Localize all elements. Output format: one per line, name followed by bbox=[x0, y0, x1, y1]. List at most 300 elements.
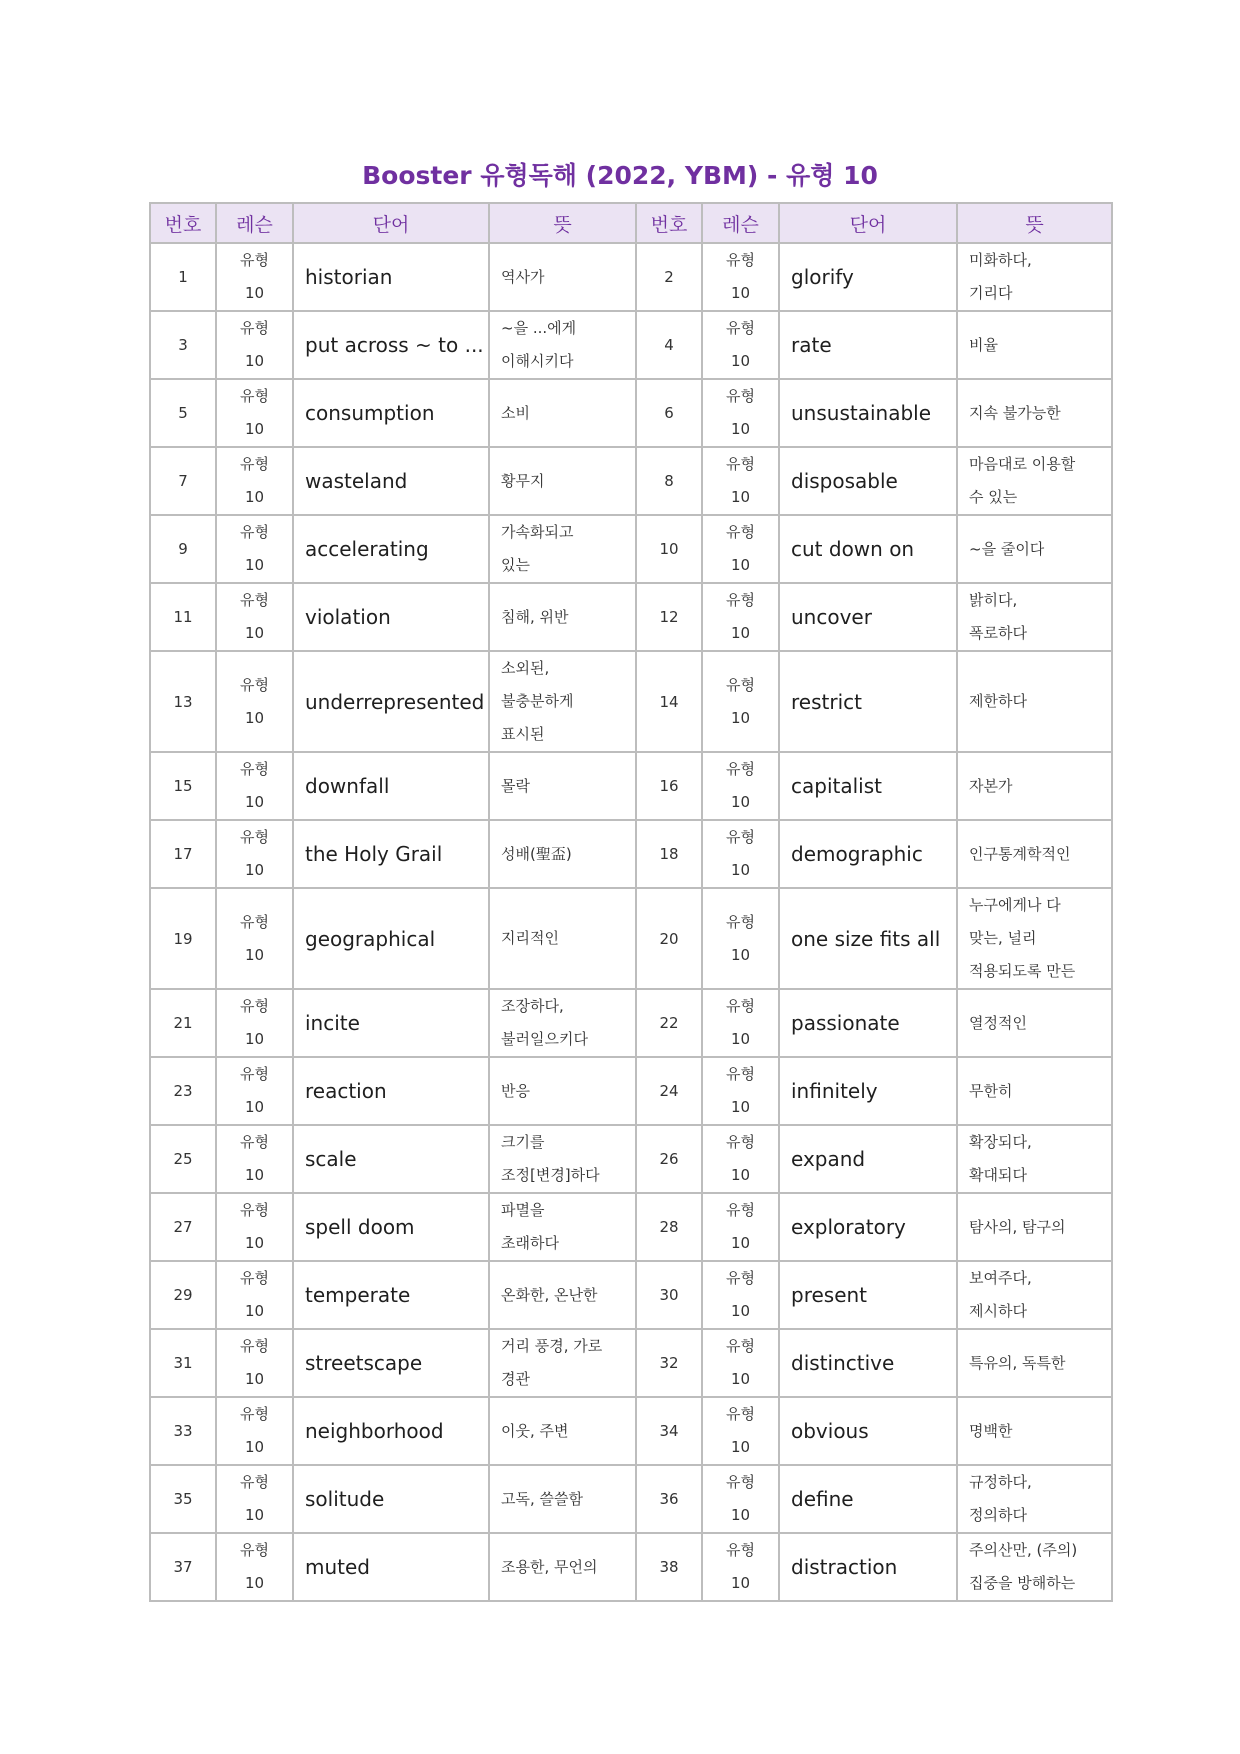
vocab-word: incite bbox=[293, 989, 489, 1057]
lesson-label-line: 10 bbox=[244, 1370, 265, 1388]
meaning-line: 폭로하다 bbox=[969, 624, 1027, 642]
lesson-cell bbox=[216, 989, 293, 1057]
vocab-word: glorify bbox=[779, 243, 957, 311]
entry-number: 15 bbox=[150, 752, 216, 820]
lesson-cell bbox=[702, 243, 779, 311]
lesson-cell bbox=[702, 583, 779, 651]
lesson-cell bbox=[702, 888, 779, 989]
entry-number: 30 bbox=[636, 1261, 702, 1329]
lesson-cell bbox=[702, 1329, 779, 1397]
meaning-line: ~을 ...에게 bbox=[501, 319, 577, 337]
meaning-line: 크기를 bbox=[501, 1133, 545, 1151]
lesson-label-line: 유형 bbox=[726, 828, 755, 846]
vocab-meaning bbox=[957, 1397, 1112, 1465]
table-row bbox=[150, 651, 1112, 752]
vocab-meaning bbox=[957, 583, 1112, 651]
table-body bbox=[150, 243, 1112, 1601]
entry-number: 18 bbox=[636, 820, 702, 888]
vocab-meaning bbox=[489, 583, 636, 651]
lesson-cell bbox=[216, 1057, 293, 1125]
vocab-meaning bbox=[957, 651, 1112, 752]
meaning-line: 역사가 bbox=[501, 267, 545, 286]
vocab-meaning bbox=[957, 1125, 1112, 1193]
entry-number: 7 bbox=[150, 447, 216, 515]
meaning-line: 불충분하게 bbox=[501, 692, 574, 710]
header-meaning: 뜻 bbox=[957, 203, 1112, 243]
vocab-meaning bbox=[957, 888, 1112, 989]
entry-number: 22 bbox=[636, 989, 702, 1057]
lesson-label-line: 10 bbox=[244, 793, 265, 811]
lesson-label-line: 10 bbox=[730, 1506, 751, 1524]
vocab-word: obvious bbox=[779, 1397, 957, 1465]
meaning-line: 특유의, 독특한 bbox=[969, 1353, 1066, 1372]
meaning-line: 주의산만, (주의) bbox=[969, 1541, 1078, 1559]
vocab-meaning bbox=[957, 379, 1112, 447]
lesson-label-line: 유형 bbox=[240, 997, 269, 1015]
vocab-word: one size fits all bbox=[779, 888, 957, 989]
meaning-line: 인구통계학적인 bbox=[969, 844, 1071, 863]
vocab-word: underrepresented bbox=[293, 651, 489, 752]
table-row bbox=[150, 1329, 1112, 1397]
lesson-label-line: 유형 bbox=[240, 1337, 269, 1355]
meaning-line: 집중을 방해하는 bbox=[969, 1574, 1076, 1592]
lesson-cell bbox=[216, 583, 293, 651]
entry-number: 33 bbox=[150, 1397, 216, 1465]
meaning-line: 적용되도록 만든 bbox=[969, 962, 1076, 980]
table-row bbox=[150, 311, 1112, 379]
lesson-label-line: 10 bbox=[730, 861, 751, 879]
lesson-label-line: 10 bbox=[244, 1166, 265, 1184]
lesson-cell bbox=[216, 515, 293, 583]
vocab-word: accelerating bbox=[293, 515, 489, 583]
lesson-label-line: 유형 bbox=[240, 1541, 269, 1559]
entry-number: 6 bbox=[636, 379, 702, 447]
header-word: 단어 bbox=[293, 203, 489, 243]
lesson-label-line: 10 bbox=[730, 624, 751, 642]
vocab-word: rate bbox=[779, 311, 957, 379]
lesson-cell bbox=[702, 1193, 779, 1261]
lesson-label-line: 10 bbox=[730, 1234, 751, 1252]
meaning-line: 미화하다, bbox=[969, 251, 1032, 269]
meaning-line: 표시된 bbox=[501, 725, 545, 743]
vocab-word: passionate bbox=[779, 989, 957, 1057]
meaning-line: 비율 bbox=[969, 335, 998, 354]
entry-number: 2 bbox=[636, 243, 702, 311]
lesson-cell bbox=[216, 1125, 293, 1193]
lesson-label-line: 10 bbox=[244, 488, 265, 506]
vocab-word: neighborhood bbox=[293, 1397, 489, 1465]
lesson-label-line: 10 bbox=[244, 352, 265, 370]
lesson-cell bbox=[216, 888, 293, 989]
vocab-meaning bbox=[489, 243, 636, 311]
lesson-label-line: 10 bbox=[730, 488, 751, 506]
entry-number: 20 bbox=[636, 888, 702, 989]
entry-number: 5 bbox=[150, 379, 216, 447]
meaning-line: 확장되다, bbox=[969, 1133, 1032, 1151]
lesson-label-line: 유형 bbox=[240, 675, 269, 694]
meaning-line: 조장하다, bbox=[501, 997, 564, 1015]
lesson-label-line: 10 bbox=[244, 1030, 265, 1048]
vocab-word: downfall bbox=[293, 752, 489, 820]
lesson-label-line: 10 bbox=[244, 945, 265, 964]
lesson-label-line: 유형 bbox=[726, 760, 755, 778]
meaning-line: 거리 풍경, 가로 bbox=[501, 1337, 603, 1355]
lesson-cell bbox=[216, 311, 293, 379]
lesson-cell bbox=[216, 1533, 293, 1601]
vocab-word: solitude bbox=[293, 1465, 489, 1533]
meaning-line: 이해시키다 bbox=[501, 352, 574, 370]
lesson-cell bbox=[702, 1465, 779, 1533]
lesson-label-line: 10 bbox=[244, 1098, 265, 1116]
lesson-label-line: 10 bbox=[244, 1234, 265, 1252]
meaning-line: 자본가 bbox=[969, 776, 1013, 795]
lesson-label-line: 10 bbox=[244, 708, 265, 727]
entry-number: 9 bbox=[150, 515, 216, 583]
lesson-cell bbox=[702, 311, 779, 379]
vocab-word: streetscape bbox=[293, 1329, 489, 1397]
entry-number: 27 bbox=[150, 1193, 216, 1261]
lesson-label-line: 10 bbox=[730, 1166, 751, 1184]
header-meaning: 뜻 bbox=[489, 203, 636, 243]
table-row bbox=[150, 1397, 1112, 1465]
entry-number: 31 bbox=[150, 1329, 216, 1397]
lesson-label-line: 유형 bbox=[726, 455, 755, 473]
vocab-word: restrict bbox=[779, 651, 957, 752]
lesson-cell bbox=[216, 752, 293, 820]
lesson-cell bbox=[702, 820, 779, 888]
lesson-cell bbox=[702, 1261, 779, 1329]
entry-number: 19 bbox=[150, 888, 216, 989]
lesson-label-line: 10 bbox=[244, 1438, 265, 1456]
lesson-label-line: 유형 bbox=[240, 251, 269, 269]
vocab-meaning bbox=[957, 1465, 1112, 1533]
lesson-label-line: 유형 bbox=[240, 1269, 269, 1287]
table-row bbox=[150, 1193, 1112, 1261]
vocab-meaning bbox=[489, 752, 636, 820]
vocab-word: uncover bbox=[779, 583, 957, 651]
header-word: 단어 bbox=[779, 203, 957, 243]
meaning-line: 온화한, 온난한 bbox=[501, 1285, 598, 1304]
entry-number: 32 bbox=[636, 1329, 702, 1397]
lesson-label-line: 10 bbox=[244, 624, 265, 642]
lesson-cell bbox=[702, 1057, 779, 1125]
vocab-meaning bbox=[957, 243, 1112, 311]
vocab-meaning bbox=[957, 1057, 1112, 1125]
vocab-meaning bbox=[957, 1193, 1112, 1261]
entry-number: 1 bbox=[150, 243, 216, 311]
lesson-label-line: 유형 bbox=[726, 523, 755, 541]
meaning-line: 침해, 위반 bbox=[501, 607, 569, 626]
meaning-line: 탐사의, 탐구의 bbox=[969, 1217, 1066, 1236]
lesson-label-line: 유형 bbox=[240, 319, 269, 337]
vocab-meaning bbox=[489, 447, 636, 515]
vocab-meaning bbox=[957, 1261, 1112, 1329]
lesson-label-line: 10 bbox=[244, 1302, 265, 1320]
lesson-label-line: 10 bbox=[244, 420, 265, 438]
vocab-word: reaction bbox=[293, 1057, 489, 1125]
vocab-word: disposable bbox=[779, 447, 957, 515]
lesson-label-line: 유형 bbox=[240, 591, 269, 609]
meaning-line: 정의하다 bbox=[969, 1506, 1027, 1524]
lesson-label-line: 유형 bbox=[240, 387, 269, 405]
lesson-label-line: 유형 bbox=[240, 912, 269, 931]
lesson-label-line: 10 bbox=[244, 556, 265, 574]
lesson-label-line: 유형 bbox=[726, 319, 755, 337]
meaning-line: 기리다 bbox=[969, 284, 1013, 302]
lesson-label-line: 10 bbox=[730, 1302, 751, 1320]
meaning-line: 규정하다, bbox=[969, 1473, 1032, 1491]
lesson-label-line: 10 bbox=[730, 420, 751, 438]
lesson-cell bbox=[216, 243, 293, 311]
vocab-word: historian bbox=[293, 243, 489, 311]
vocab-meaning bbox=[489, 1261, 636, 1329]
lesson-label-line: 10 bbox=[730, 945, 751, 964]
entry-number: 29 bbox=[150, 1261, 216, 1329]
entry-number: 34 bbox=[636, 1397, 702, 1465]
entry-number: 38 bbox=[636, 1533, 702, 1601]
entry-number: 26 bbox=[636, 1125, 702, 1193]
entry-number: 35 bbox=[150, 1465, 216, 1533]
lesson-label-line: 유형 bbox=[240, 1133, 269, 1151]
vocabulary-table bbox=[149, 202, 1113, 1602]
table-row bbox=[150, 583, 1112, 651]
entry-number: 28 bbox=[636, 1193, 702, 1261]
vocab-word: violation bbox=[293, 583, 489, 651]
lesson-label-line: 유형 bbox=[726, 675, 755, 694]
vocab-meaning bbox=[489, 820, 636, 888]
meaning-line: 초래하다 bbox=[501, 1234, 559, 1252]
lesson-cell bbox=[702, 1125, 779, 1193]
header-num: 번호 bbox=[636, 203, 702, 243]
vocab-word: demographic bbox=[779, 820, 957, 888]
meaning-line: 소외된, bbox=[501, 659, 550, 677]
meaning-line: 맞는, 널리 bbox=[969, 929, 1037, 947]
vocab-word: put across ~ to ... bbox=[293, 311, 489, 379]
lesson-cell bbox=[216, 1193, 293, 1261]
lesson-label-line: 유형 bbox=[240, 1473, 269, 1491]
lesson-label-line: 유형 bbox=[726, 1133, 755, 1151]
vocab-meaning bbox=[957, 752, 1112, 820]
vocab-word: capitalist bbox=[779, 752, 957, 820]
header-lesson: 레슨 bbox=[216, 203, 293, 243]
vocab-meaning bbox=[957, 447, 1112, 515]
lesson-cell bbox=[216, 651, 293, 752]
meaning-line: 몰락 bbox=[501, 776, 530, 795]
vocab-word: define bbox=[779, 1465, 957, 1533]
vocab-word: exploratory bbox=[779, 1193, 957, 1261]
vocab-meaning bbox=[489, 515, 636, 583]
entry-number: 13 bbox=[150, 651, 216, 752]
lesson-label-line: 유형 bbox=[240, 1405, 269, 1423]
vocab-meaning bbox=[489, 1125, 636, 1193]
vocab-word: scale bbox=[293, 1125, 489, 1193]
vocab-meaning bbox=[489, 1193, 636, 1261]
meaning-line: 지리적인 bbox=[501, 929, 559, 947]
lesson-label-line: 10 bbox=[730, 1574, 751, 1592]
lesson-label-line: 유형 bbox=[726, 591, 755, 609]
lesson-label-line: 유형 bbox=[726, 387, 755, 405]
lesson-label-line: 유형 bbox=[240, 455, 269, 473]
table-header-row bbox=[150, 203, 1112, 243]
meaning-line: 성배(聖盃) bbox=[501, 844, 572, 863]
entry-number: 12 bbox=[636, 583, 702, 651]
header-lesson: 레슨 bbox=[702, 203, 779, 243]
vocab-word: geographical bbox=[293, 888, 489, 989]
meaning-line: ~을 줄이다 bbox=[969, 539, 1045, 558]
vocab-word: wasteland bbox=[293, 447, 489, 515]
meaning-line: 밝히다, bbox=[969, 591, 1018, 609]
lesson-label-line: 유형 bbox=[240, 1065, 269, 1083]
lesson-label-line: 유형 bbox=[726, 1065, 755, 1083]
vocab-meaning bbox=[489, 888, 636, 989]
meaning-line: 명백한 bbox=[969, 1421, 1013, 1440]
vocab-word: temperate bbox=[293, 1261, 489, 1329]
lesson-cell bbox=[702, 447, 779, 515]
vocab-word: expand bbox=[779, 1125, 957, 1193]
entry-number: 36 bbox=[636, 1465, 702, 1533]
table-row bbox=[150, 989, 1112, 1057]
meaning-line: 경관 bbox=[501, 1370, 530, 1388]
meaning-line: 지속 불가능한 bbox=[969, 403, 1061, 422]
entry-number: 25 bbox=[150, 1125, 216, 1193]
vocab-meaning bbox=[489, 989, 636, 1057]
lesson-label-line: 10 bbox=[730, 793, 751, 811]
meaning-line: 보여주다, bbox=[969, 1269, 1032, 1287]
lesson-cell bbox=[216, 1397, 293, 1465]
lesson-label-line: 유형 bbox=[240, 760, 269, 778]
lesson-label-line: 10 bbox=[244, 1574, 265, 1592]
lesson-cell bbox=[216, 820, 293, 888]
meaning-line: 수 있는 bbox=[969, 488, 1018, 506]
lesson-cell bbox=[216, 447, 293, 515]
table-row bbox=[150, 1533, 1112, 1601]
vocab-meaning bbox=[957, 989, 1112, 1057]
table-row bbox=[150, 447, 1112, 515]
meaning-line: 제시하다 bbox=[969, 1302, 1027, 1320]
entry-number: 10 bbox=[636, 515, 702, 583]
table-row bbox=[150, 1261, 1112, 1329]
lesson-label-line: 10 bbox=[730, 1370, 751, 1388]
vocab-meaning bbox=[957, 311, 1112, 379]
lesson-label-line: 10 bbox=[730, 1098, 751, 1116]
lesson-label-line: 10 bbox=[730, 284, 751, 302]
lesson-cell bbox=[702, 379, 779, 447]
vocab-meaning bbox=[489, 379, 636, 447]
vocab-meaning bbox=[489, 1329, 636, 1397]
lesson-label-line: 10 bbox=[244, 284, 265, 302]
meaning-line: 있는 bbox=[501, 556, 530, 574]
vocab-meaning bbox=[489, 1397, 636, 1465]
lesson-label-line: 10 bbox=[730, 352, 751, 370]
lesson-cell bbox=[216, 1261, 293, 1329]
vocab-meaning bbox=[489, 1533, 636, 1601]
meaning-line: 소비 bbox=[501, 403, 530, 422]
table-row bbox=[150, 515, 1112, 583]
entry-number: 37 bbox=[150, 1533, 216, 1601]
meaning-line: 황무지 bbox=[501, 471, 545, 490]
lesson-cell bbox=[702, 515, 779, 583]
vocab-meaning bbox=[957, 820, 1112, 888]
meaning-line: 열정적인 bbox=[969, 1013, 1027, 1032]
meaning-line: 제한하다 bbox=[969, 692, 1027, 710]
table-row bbox=[150, 243, 1112, 311]
lesson-label-line: 10 bbox=[730, 708, 751, 727]
vocab-word: spell doom bbox=[293, 1193, 489, 1261]
entry-number: 23 bbox=[150, 1057, 216, 1125]
lesson-label-line: 10 bbox=[244, 861, 265, 879]
table-row bbox=[150, 1465, 1112, 1533]
lesson-label-line: 유형 bbox=[726, 1405, 755, 1423]
meaning-line: 조정[변경]하다 bbox=[501, 1166, 600, 1184]
lesson-label-line: 10 bbox=[730, 1030, 751, 1048]
vocab-meaning bbox=[957, 1533, 1112, 1601]
table-row bbox=[150, 1057, 1112, 1125]
meaning-line: 마음대로 이용할 bbox=[969, 455, 1076, 473]
vocab-word: the Holy Grail bbox=[293, 820, 489, 888]
vocab-meaning bbox=[489, 651, 636, 752]
vocab-word: muted bbox=[293, 1533, 489, 1601]
entry-number: 4 bbox=[636, 311, 702, 379]
page-title: Booster 유형독해 (2022, YBM) - 유형 10 bbox=[362, 161, 878, 190]
entry-number: 24 bbox=[636, 1057, 702, 1125]
lesson-label-line: 유형 bbox=[240, 828, 269, 846]
vocab-meaning bbox=[957, 1329, 1112, 1397]
meaning-line: 확대되다 bbox=[969, 1166, 1027, 1184]
lesson-label-line: 유형 bbox=[726, 912, 755, 931]
vocab-word: unsustainable bbox=[779, 379, 957, 447]
lesson-label-line: 유형 bbox=[726, 997, 755, 1015]
lesson-label-line: 10 bbox=[244, 1506, 265, 1524]
vocab-meaning bbox=[489, 1465, 636, 1533]
lesson-cell bbox=[702, 1533, 779, 1601]
lesson-cell bbox=[702, 989, 779, 1057]
entry-number: 17 bbox=[150, 820, 216, 888]
lesson-cell bbox=[702, 1397, 779, 1465]
meaning-line: 고독, 쓸쓸함 bbox=[501, 1489, 583, 1508]
table-row bbox=[150, 752, 1112, 820]
header-num: 번호 bbox=[150, 203, 216, 243]
table-row bbox=[150, 820, 1112, 888]
entry-number: 16 bbox=[636, 752, 702, 820]
entry-number: 14 bbox=[636, 651, 702, 752]
vocab-meaning bbox=[489, 311, 636, 379]
vocab-word: cut down on bbox=[779, 515, 957, 583]
entry-number: 21 bbox=[150, 989, 216, 1057]
entry-number: 11 bbox=[150, 583, 216, 651]
lesson-label-line: 유형 bbox=[726, 1541, 755, 1559]
meaning-line: 누구에게나 다 bbox=[969, 896, 1061, 914]
lesson-label-line: 유형 bbox=[240, 523, 269, 541]
vocab-word: distinctive bbox=[779, 1329, 957, 1397]
lesson-label-line: 유형 bbox=[726, 1473, 755, 1491]
vocab-word: distraction bbox=[779, 1533, 957, 1601]
meaning-line: 불러일으키다 bbox=[501, 1030, 588, 1048]
lesson-cell bbox=[702, 651, 779, 752]
lesson-label-line: 10 bbox=[730, 1438, 751, 1456]
table-row bbox=[150, 379, 1112, 447]
lesson-label-line: 10 bbox=[730, 556, 751, 574]
meaning-line: 무한히 bbox=[969, 1081, 1013, 1100]
lesson-cell bbox=[216, 1465, 293, 1533]
meaning-line: 조용한, 무언의 bbox=[501, 1557, 598, 1576]
meaning-line: 이웃, 주변 bbox=[501, 1421, 569, 1440]
vocab-word: consumption bbox=[293, 379, 489, 447]
lesson-label-line: 유형 bbox=[726, 251, 755, 269]
lesson-cell bbox=[216, 1329, 293, 1397]
lesson-cell bbox=[702, 752, 779, 820]
lesson-label-line: 유형 bbox=[240, 1201, 269, 1219]
meaning-line: 가속화되고 bbox=[501, 523, 574, 541]
